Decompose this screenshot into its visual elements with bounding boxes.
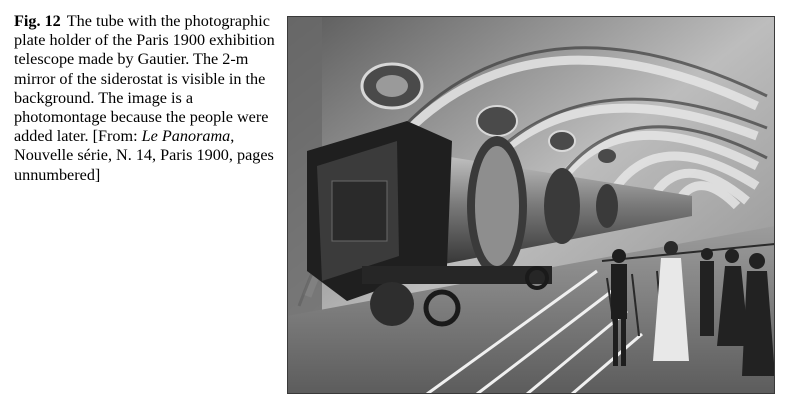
- caption-source-title: Le Panorama: [141, 127, 231, 146]
- figure-caption: [14, 12, 276, 185]
- caption-paragraph: [14, 12, 276, 185]
- telescope-photograph: [287, 16, 775, 394]
- caption-text: The tube with the photographic plate holder of the Paris 1900 exhibition telescope made by Gautier. The 2-m mirror of the siderostat is visible in the background. The image is a photomontage because the people were added later. [From:: [14, 12, 275, 146]
- telescope-photo-illustration: [287, 16, 775, 394]
- figure-label: Fig. 12: [14, 12, 61, 30]
- caption-source-details: , Nouvelle série, N. 14, Paris 1900, pages unnumbered]: [14, 127, 274, 184]
